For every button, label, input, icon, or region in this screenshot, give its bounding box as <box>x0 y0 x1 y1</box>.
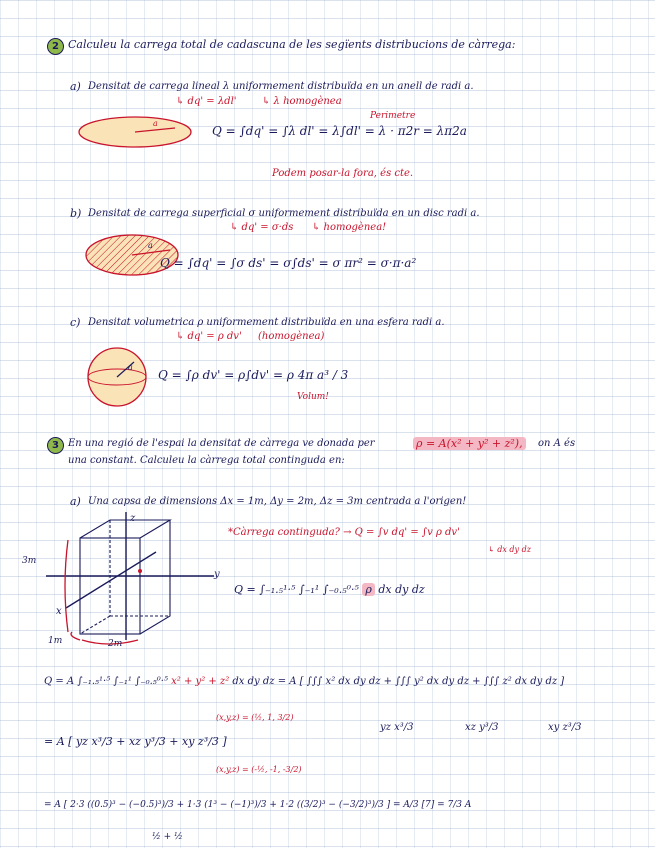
q2a-formula: Q = ∫dq' = ∫λ dl' = λ∫dl' = λ · π2r = λπ2a <box>212 124 467 138</box>
q2b-formula: Q = ∫dq' = ∫σ ds' = σ∫ds' = σ πr² = σ·π·a² <box>160 256 417 270</box>
q3a-question: *Càrrega continguda? → Q = ∫v dq' = ∫v ρ dv' <box>228 527 460 538</box>
derivation-line-1-end: dx dy dz = A [ ∫∫∫ x² dx dy dz + ∫∫∫ y² dx dy dz + ∫∫∫ z² dx dy dz ] <box>232 676 565 687</box>
ring-diagram <box>75 112 195 152</box>
q3-rho-definition <box>413 437 526 450</box>
q3a-integral <box>234 583 425 596</box>
q2a-note-dq: ↳ dq' = λdl' <box>176 96 237 107</box>
q3a-dv-note: ↳ dx dy dz <box>488 545 531 554</box>
svg-text:a: a <box>128 363 133 372</box>
q2b-text: Densitat de carrega superficial σ uniformement distribuïda en un disc radi a. <box>88 208 480 219</box>
derivation-line-2: = A [ yz x³/3 + xz y³/3 + xy z³/3 ] <box>44 735 227 748</box>
axis-y-label: y <box>214 569 220 580</box>
q2a-perimetre: Perimetre <box>370 111 416 121</box>
q2a-pull-out-note: Podem posar-la fora, és cte. <box>272 168 414 179</box>
derivation-line-1-start: Q = A ∫₋₁.₅¹·⁵ ∫₋₁¹ ∫₋₀.₅⁰·⁵ <box>44 676 168 687</box>
sphere-diagram <box>84 344 150 410</box>
svg-text:a: a <box>153 119 158 128</box>
derivation-line-1 <box>44 676 564 687</box>
axis-z-label: z <box>130 513 136 524</box>
q2b-note-homog: ↳ homogènea! <box>312 222 387 233</box>
q2c-volum-note: Volum! <box>297 392 329 402</box>
question-2-title: Calculeu la carrega total de cadascuna de les segïents distribucions de càrrega: <box>68 38 516 51</box>
q2c-text: Densitat volumetrica ρ uniformement distribuïda en una esfera radi a. <box>88 317 445 328</box>
q2b-label: b) <box>70 207 82 220</box>
question-2-number: 2 <box>47 38 64 55</box>
q3a-integral-differentials: dx dy dz <box>378 583 425 596</box>
q2c-note-homog: (homogènea) <box>258 331 325 342</box>
svg-text:a: a <box>148 241 153 250</box>
box-dim-2m: 2m <box>108 639 123 649</box>
q3-text-2: una constant. Calculeu la càrrega total continguda en: <box>68 455 345 466</box>
derivation-sub-2: xz y³/3 <box>465 722 499 733</box>
disc-diagram <box>82 232 182 278</box>
q3a-integral-rho: ρ <box>362 583 374 596</box>
question-3-number: 3 <box>47 437 64 454</box>
axis-x-label: x <box>56 606 62 617</box>
q2a-text: Densitat de carrega lineal λ uniformement distribuïda en un anell de radi a. <box>88 81 474 92</box>
box-dim-1m: 1m <box>48 636 63 646</box>
q2b-note-dq: ↳ dq' = σ·ds <box>230 222 294 233</box>
q3-text-1b: on A és <box>538 438 576 449</box>
q2a-label: a) <box>70 80 81 93</box>
derivation-limits-top: (x,y,z) = (½, 1, 3/2) <box>216 713 294 722</box>
q2a-note-homog: ↳ λ homogènea <box>262 96 342 107</box>
q3a-text: Una capsa de dimensions Δx = 1m, Δy = 2m, Δz = 3m centrada a l'origen! <box>88 496 467 507</box>
derivation-sub-1: yz x³/3 <box>380 722 414 733</box>
q2c-formula: Q = ∫ρ dv' = ρ∫dv' = ρ 4π a³ / 3 <box>158 368 349 382</box>
q3-rho-highlight: ρ = A(x² + y² + z²), <box>413 437 526 450</box>
q3-text-1: En una regió de l'espai la densitat de càrrega ve donada per <box>68 438 375 449</box>
box-axes-diagram <box>38 508 218 648</box>
derivation-line-3: = A [ 2·3 ((0.5)³ − (−0.5)³)/3 + 1·3 (1³ − (−1)³)/3 + 1·2 ((3/2)³ − (−3/2)³)/3 ] = A/3 [7] = 7/3 A <box>44 800 472 810</box>
derivation-limits-bottom: (x,y,z) = (-½, -1, -3/2) <box>216 765 302 774</box>
q3a-integral-limits: Q = ∫₋₁.₅¹·⁵ ∫₋₁¹ ∫₋₀.₅⁰·⁵ <box>234 583 359 596</box>
q2c-note-dq: ↳ dq' = ρ dv' <box>176 331 242 342</box>
derivation-sub-3: xy z³/3 <box>548 722 582 733</box>
q3a-label: a) <box>70 495 81 508</box>
derivation-bottom-note: ½ + ½ <box>152 832 183 842</box>
derivation-line-1-integrand: x² + y² + z² <box>171 676 230 687</box>
box-dim-3m: 3m <box>22 556 37 566</box>
q2c-label: c) <box>70 316 81 329</box>
